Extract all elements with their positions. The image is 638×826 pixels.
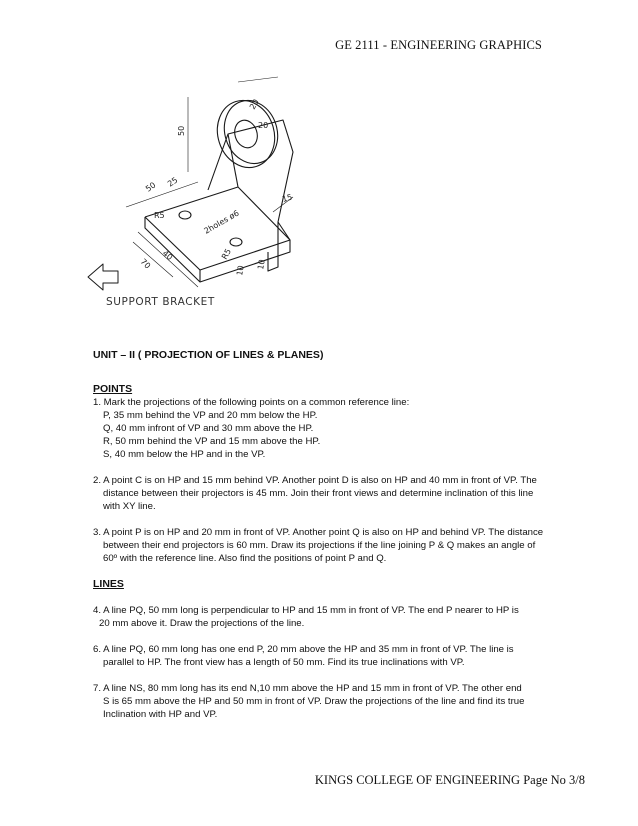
support-bracket-drawing [78, 72, 328, 312]
dim-label: 15 [281, 192, 294, 204]
question-7 [93, 682, 553, 721]
question-line: Inclination with HP and VP. [103, 709, 218, 720]
question-line: distance between their projectors is 45 mm. Join their front views and determine inclination of this line [103, 488, 534, 499]
question-content [93, 349, 553, 721]
dim-label: 10 [256, 258, 267, 271]
question-line: P, 35 mm behind the VP and 20 mm below the HP. [103, 410, 318, 421]
question-line: S, 40 mm below the HP and in the VP. [103, 449, 266, 460]
question-line: 20 mm above it. Draw the projections of the line. [99, 618, 305, 629]
question-line: 3. A point P is on HP and 20 mm in front of VP. Another point Q is also on HP and behind VP. The distance [93, 527, 544, 538]
question-line: R, 50 mm behind the VP and 15 mm above the HP. [103, 436, 321, 447]
dim-label: 20 [258, 121, 269, 130]
section-heading-points: POINTS [93, 383, 133, 395]
question-2 [93, 474, 553, 513]
dim-label: 40 [160, 248, 175, 263]
question-line: 2. A point C is on HP and 15 mm behind VP. Another point D is also on HP and 40 mm in front of VP. The [93, 475, 537, 486]
dim-label: 25 [165, 175, 180, 189]
dim-label: 10 [235, 264, 246, 277]
dim-label: 70 [138, 257, 153, 271]
dim-label: 2holes ø6 [202, 208, 241, 236]
question-line: 7. A line NS, 80 mm long has its end N,10 mm above the HP and 15 mm in front of VP. The other end [93, 683, 522, 694]
question-line: S is 65 mm above the HP and 50 mm in front of VP. Draw the projections of the line and find its true [103, 696, 525, 707]
dim-label: R5 [154, 211, 165, 220]
unit-title: UNIT – II ( PROJECTION OF LINES & PLANES) [93, 349, 324, 361]
question-1 [93, 396, 553, 461]
question-3 [93, 526, 553, 565]
question-line: between their end projectors is 60 mm. Draw its projections if the line joining P & Q makes an angle of [103, 540, 536, 551]
question-line: Q, 40 mm infront of VP and 30 mm above the HP. [103, 423, 314, 434]
dim-label: 50 [177, 125, 186, 136]
page-footer: KINGS COLLEGE OF ENGINEERING Page No 3/8 [314, 773, 585, 787]
dim-label: 20 [247, 97, 261, 111]
section-heading-lines: LINES [93, 578, 124, 590]
question-line: parallel to HP. The front view has a length of 50 mm. Find its true inclinations with VP. [103, 657, 465, 668]
question-4 [93, 604, 553, 630]
question-line: 60º with the reference line. Also find the positions of point P and Q. [103, 553, 387, 564]
question-line: with XY line. [103, 501, 156, 512]
question-line: 6. A line PQ, 60 mm long has one end P, 20 mm above the HP and 35 mm in front of VP. The line is [93, 644, 514, 655]
dim-label: 50 [143, 180, 158, 194]
isometric-figure [78, 72, 328, 312]
figure-caption: SUPPORT BRACKET [106, 296, 215, 308]
question-line: 1. Mark the projections of the following points on a common reference line: [93, 397, 410, 408]
dim-label: R5 [219, 247, 234, 261]
question-6 [93, 643, 553, 669]
page-header: GE 2111 - ENGINEERING GRAPHICS [335, 38, 542, 52]
question-line: 4. A line PQ, 50 mm long is perpendicular to HP and 15 mm in front of VP. The end P nearer to HP is [93, 605, 519, 616]
